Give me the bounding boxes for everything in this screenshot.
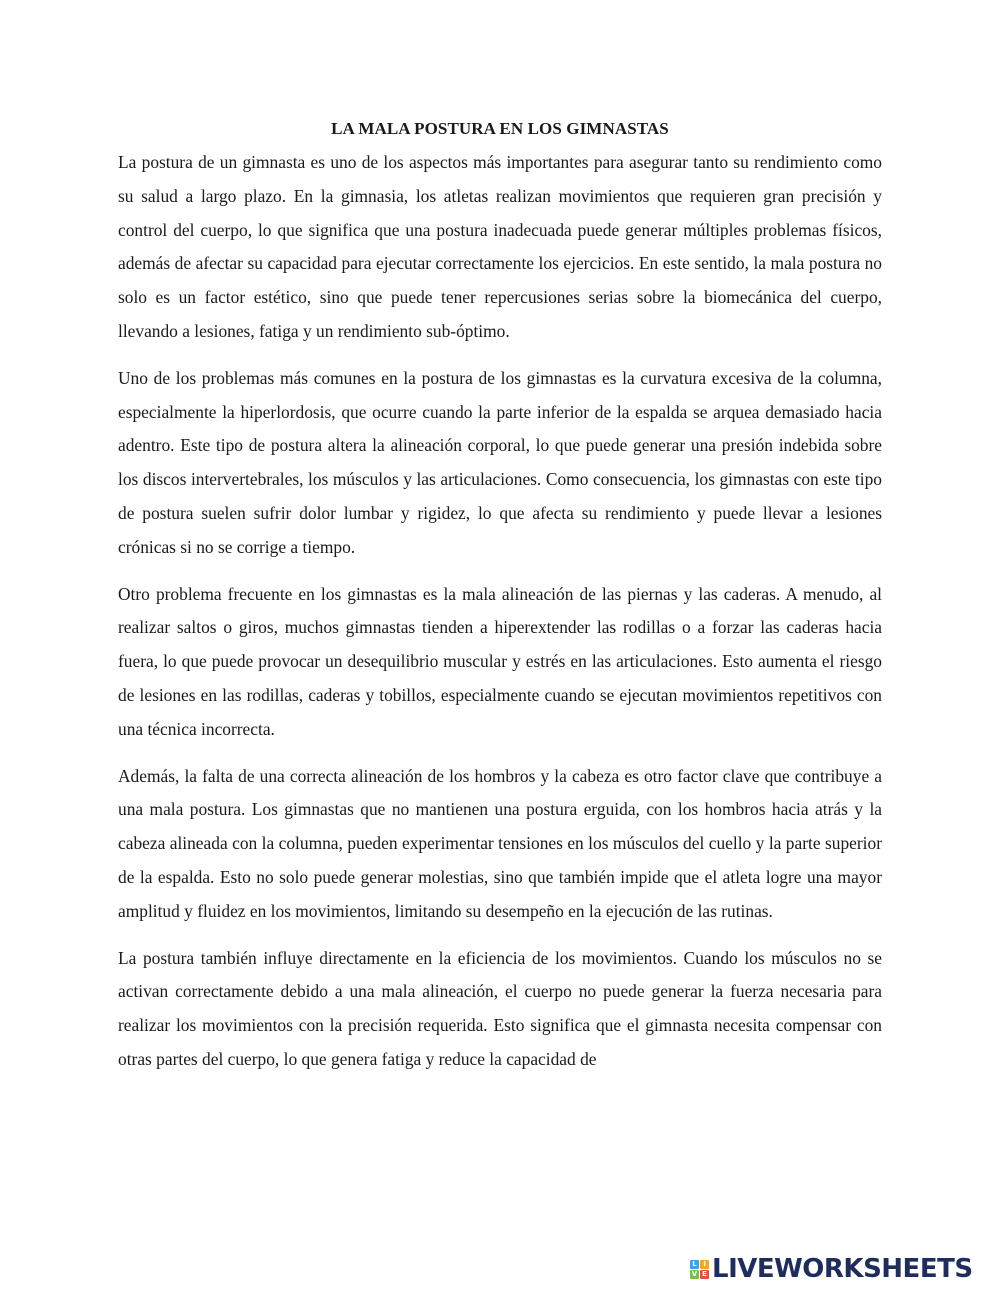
logo-mark-tile: L <box>690 1260 699 1269</box>
paragraph-2: Uno de los problemas más comunes en la postura de los gimnastas es la curvatura excesiva de la columna, especialmente la hiperlordosis, que ocurre cuando la parte inferior de la espalda se arquea demasiado hacia adentro. Este tipo de postura altera la alineación corporal, lo que puede generar una presión indebida sobre los discos intervertebrales, los músculos y las articulaciones. Como consecuencia, los gimnastas con este tipo de postura suelen sufrir dolor lumbar y rigidez, lo que afecta su rendimiento y puede llevar a lesiones crónicas si no se corrige a tiempo. <box>118 367 882 557</box>
logo-mark-tile: E <box>700 1270 709 1279</box>
paragraph-3: Otro problema frecuente en los gimnastas es la mala alineación de las piernas y las caderas. A menudo, al realizar saltos o giros, muchos gimnastas tienden a hiperextender las rodillas o a forzar las caderas hacia fuera, lo que puede provocar un desequilibrio muscular y estrés en las articulaciones. Esto aumenta el riesgo de lesiones en las rodillas, caderas y tobillos, especialmente cuando se ejecutan movimientos repetitivos con una técnica incorrecta. <box>118 583 882 739</box>
paragraph-1: La postura de un gimnasta es uno de los aspectos más importantes para asegurar tanto su rendimiento como su salud a largo plazo. En la gimnasia, los atletas realizan movimientos que requieren gran precisión y control del cuerpo, lo que significa que una postura inadecuada puede generar múltiples problemas físicos, además de afectar su capacidad para ejecutar correctamente los ejercicios. En este sentido, la mala postura no solo es un factor estético, sino que puede tener repercusiones serias sobre la biomecánica del cuerpo, llevando a lesiones, fatiga y un rendimiento sub-óptimo. <box>118 152 882 341</box>
logo-mark-icon <box>690 1260 709 1279</box>
paragraph-5: La postura también influye directamente en la eficiencia de los movimientos. Cuando los músculos no se activan correctamente debido a una mala alineación, el cuerpo no puede generar la fuerza necesaria para realizar los movimientos con la precisión requerida. Esto significa que el gimnasta necesita compensar con otras partes del cuerpo, lo que genera fatiga y reduce la capacidad de <box>118 947 882 1069</box>
document-page <box>118 112 882 1090</box>
logo-mark-tile: I <box>700 1260 709 1269</box>
logo-mark-tile: V <box>691 1269 698 1278</box>
logo-text: LIVEWORKSHEETS <box>712 1254 973 1284</box>
liveworksheets-logo <box>690 1251 973 1287</box>
paragraph-4: Además, la falta de una correcta alineación de los hombros y la cabeza es otro factor clave que contribuye a una mala postura. Los gimnastas que no mantienen una postura erguida, con los hombros hacia atrás y la cabeza alineada con la columna, pueden experimentar tensiones en los músculos del cuello y la parte superior de la espalda. Esto no solo puede generar molestias, sino que también impide que el atleta logre una mayor amplitud y fluidez en los movimientos, limitando su desempeño en la ejecución de las rutinas. <box>118 765 882 921</box>
document-title: LA MALA POSTURA EN LOS GIMNASTAS <box>331 119 669 138</box>
